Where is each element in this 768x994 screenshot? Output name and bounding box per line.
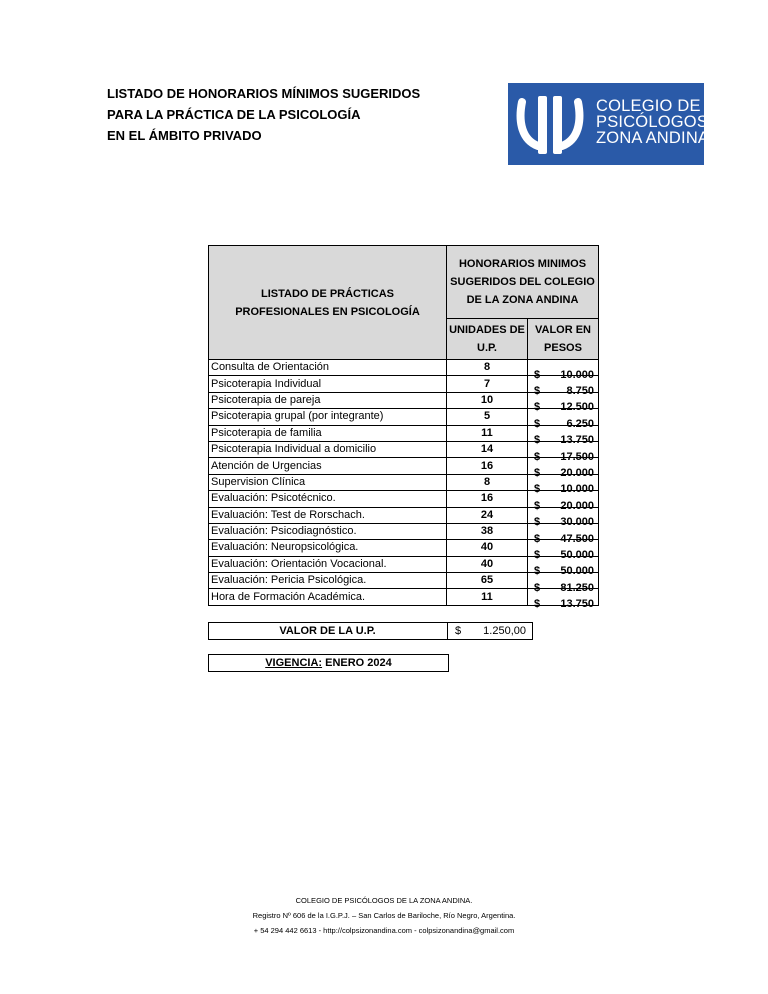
fees-group-header [447,246,599,319]
logo-text [596,98,709,146]
practice-units: 14 [447,441,528,457]
logo-line-1: COLEGIO DE [596,97,701,115]
table-row [209,491,599,507]
practice-value: 17.500 [560,450,594,463]
table-row [209,409,599,425]
currency-symbol: $ [534,417,541,430]
practice-value: 47.500 [560,532,594,545]
practice-units: 8 [447,360,528,376]
currency-symbol: $ [534,548,541,561]
currency-symbol: $ [534,499,541,512]
currency-symbol: $ [534,581,541,594]
up-value-box [208,622,533,640]
table-row [209,392,599,408]
practice-value-cell [528,540,599,561]
table-row [209,523,599,539]
currency-symbol: $ [534,434,541,447]
practice-value: 30.000 [560,516,594,529]
practices-column-header [209,246,447,360]
value-header-line-2: PESOS [544,342,582,354]
practice-name: Psicoterapia Individual a domicilio [209,441,447,457]
up-value-amount: 1.250,00 [483,625,526,637]
practice-value-cell [528,556,599,578]
title-line-3: EN EL ÁMBITO PRIVADO [107,128,262,143]
practice-value: 50.000 [560,548,594,561]
units-header-line-2: U.P. [477,342,497,354]
practice-name: Evaluación: Orientación Vocacional. [209,556,447,572]
practice-value-cell [528,474,599,496]
practice-value-cell [528,573,599,594]
practice-name: Evaluación: Neuropsicológica. [209,540,447,556]
logo-line-2: PSICÓLOGOS [596,113,709,131]
practice-value: 13.750 [560,598,594,611]
practice-value: 12.500 [560,401,594,414]
practice-units: 10 [447,392,528,408]
table-row [209,425,599,441]
currency-symbol: $ [534,565,541,578]
practice-value-cell [528,376,599,398]
practice-name: Psicoterapia Individual [209,376,447,392]
practice-units: 40 [447,540,528,556]
group-header-line-3: DE LA ZONA ANDINA [466,294,579,306]
practices-header-line-2: PROFESIONALES EN PSICOLOGÍA [235,305,420,318]
practice-units: 7 [447,376,528,392]
currency-symbol: $ [534,483,541,496]
practice-value: 10.000 [560,368,594,381]
vigencia-box [208,654,449,672]
practice-name: Atención de Urgencias [209,458,447,474]
practice-name: Consulta de Orientación [209,360,447,376]
practice-name: Psicoterapia de familia [209,425,447,441]
currency-symbol: $ [534,450,541,463]
title-line-2: PARA LA PRÁCTICA DE LA PSICOLOGÍA [107,107,361,122]
practice-units: 11 [447,425,528,441]
table-row [209,458,599,474]
practice-value-cell [528,360,599,381]
currency-symbol: $ [534,516,541,529]
footer-line-1: COLEGIO DE PSICÓLOGOS DE LA ZONA ANDINA. [295,896,473,905]
practice-value: 6.250 [566,417,594,430]
practice-value: 81.250 [560,581,594,594]
footer-line-2: Registro Nº 606 de la I.G.P.J. – San Carlos de Bariloche, Río Negro, Argentina. [252,911,516,920]
footer-line-3: + 54 294 442 6613 - http://colpsizonandina.com - colpsizonandina@gmail.com [253,926,515,935]
practices-header-line-1: LISTADO DE PRÁCTICAS [260,287,395,300]
practice-name: Evaluación: Psicodiagnóstico. [209,523,447,539]
table-row [209,589,599,605]
practice-value-cell [528,589,599,611]
practice-value-cell [528,425,599,447]
table-row [209,573,599,589]
up-value-divider [447,623,448,639]
practice-units: 8 [447,474,528,490]
table-row [209,474,599,490]
fees-table [208,245,599,611]
vigencia-value: ENERO 2024 [325,657,392,669]
currency-symbol: $ [534,532,541,545]
practice-units: 65 [447,573,528,589]
table-row [209,540,599,556]
currency-symbol: $ [534,598,541,611]
practice-units: 5 [447,409,528,425]
up-value-label: VALOR DE LA U.P. [279,625,376,637]
table-row [209,507,599,523]
table-row [209,376,599,392]
colegio-logo [508,83,710,165]
units-column-header [447,319,528,360]
currency-symbol: $ [534,385,541,398]
currency-symbol: $ [534,368,541,381]
practice-value: 20.000 [560,467,594,480]
practice-value: 50.000 [560,565,594,578]
vigencia-label: VIGENCIA: [265,657,323,669]
table-row [209,360,599,376]
value-column-header [528,319,599,360]
table-row [209,556,599,572]
practice-units: 11 [447,589,528,605]
group-header-line-1: HONORARIOS MINIMOS [458,258,587,270]
footer [0,893,768,938]
practice-value-cell [528,392,599,414]
logo-line-3: ZONA ANDINA [596,129,710,147]
table-row [209,441,599,457]
practice-units: 24 [447,507,528,523]
value-header-line-1: VALOR EN [534,324,592,336]
practice-name: Evaluación: Test de Rorschach. [209,507,447,523]
document-title [107,83,420,146]
psi-logo-icon [514,92,586,156]
practice-units: 38 [447,523,528,539]
practice-value-cell [528,458,599,480]
title-line-1: LISTADO DE HONORARIOS MÍNIMOS SUGERIDOS [107,86,421,101]
practice-value-cell [528,441,599,463]
practice-units: 16 [447,458,528,474]
practice-name: Supervision Clínica [209,474,447,490]
practice-value-cell [528,491,599,512]
practice-name: Psicoterapia grupal (por integrante) [209,409,447,425]
practice-value-cell [528,409,599,430]
practice-value: 8.750 [566,385,594,398]
practice-value: 20.000 [560,499,594,512]
practice-value: 10.000 [560,483,594,496]
practice-name: Hora de Formación Académica. [209,589,447,605]
practice-value-cell [528,523,599,545]
currency-symbol: $ [534,467,541,480]
practice-name: Psicoterapia de pareja [209,392,447,408]
currency-symbol: $ [534,401,541,414]
practice-units: 16 [447,491,528,507]
practice-value: 13.750 [560,434,594,447]
group-header-line-2: SUGERIDOS DEL COLEGIO [450,276,595,288]
practice-name: Evaluación: Psicotécnico. [209,491,447,507]
up-value-currency: $ [455,625,462,637]
practice-value-cell [528,507,599,529]
practice-name: Evaluación: Pericia Psicológica. [209,573,447,589]
practice-units: 40 [447,556,528,572]
units-header-line-1: UNIDADES DE [449,324,525,336]
